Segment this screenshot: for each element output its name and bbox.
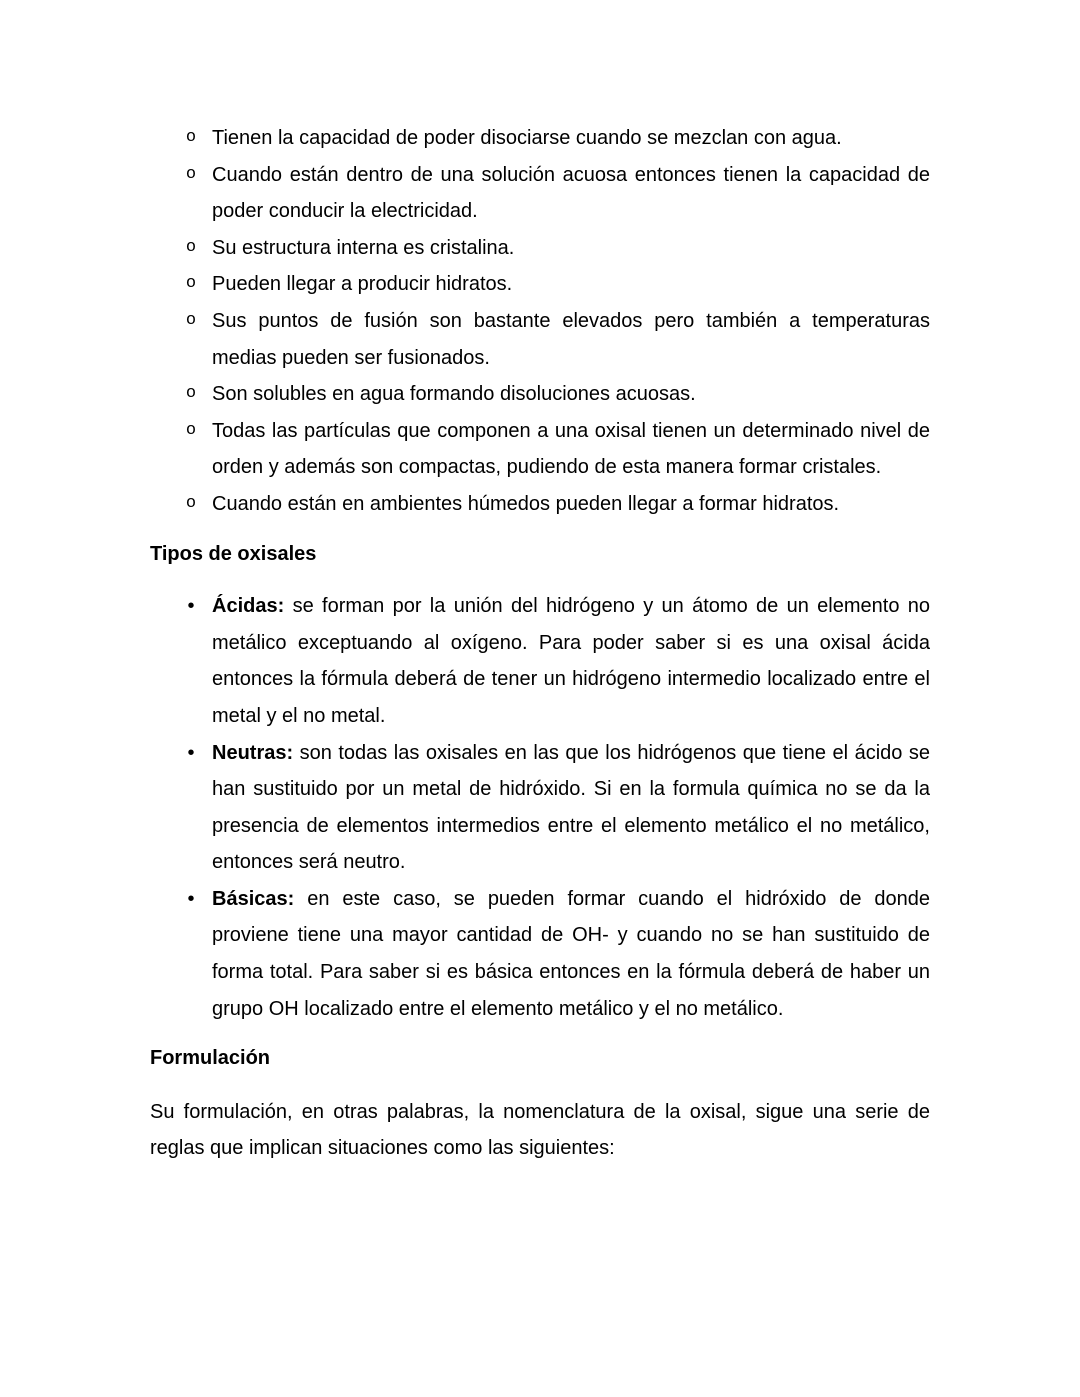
- formulation-paragraph: Su formulación, en otras palabras, la nomenclatura de la oxisal, sigue una serie de reglas que implican situaciones como las siguientes:: [150, 1100, 930, 1160]
- circle-bullet-icon: o: [185, 128, 197, 147]
- disc-bullet-icon: •: [187, 887, 195, 910]
- list-item: [150, 376, 930, 413]
- type-description: se forman por la unión del hidrógeno y un átomo de un elemento no metálico exceptuando al oxígeno. Para poder saber si es una oxisal ácida entonces la fórmula deberá de tener un hidrógeno intermedio localizado entre el metal y el no metal.: [212, 595, 931, 727]
- circle-bullet-icon: o: [185, 493, 197, 513]
- list-item-text: Son solubles en agua formando disoluciones acuosas.: [212, 383, 696, 406]
- list-item-text: Cuando están en ambientes húmedos pueden llegar a formar hidratos.: [212, 492, 840, 515]
- disc-bullet-icon: •: [187, 595, 195, 618]
- list-item-text: [212, 595, 930, 727]
- list-item: [150, 588, 930, 734]
- list-item: [150, 735, 930, 881]
- list-item-text: Sus puntos de fusión son bastante elevados pero también a temperaturas medias pueden ser fusionados.: [212, 309, 930, 369]
- list-item: [150, 881, 930, 1027]
- list-item: [150, 413, 930, 486]
- list-item-text: Su estructura interna es cristalina.: [212, 236, 515, 259]
- circle-bullet-icon: o: [185, 237, 197, 257]
- list-item: [150, 157, 930, 230]
- list-item-text: [212, 888, 930, 1020]
- type-term: Ácidas:: [212, 595, 285, 618]
- list-item: [150, 303, 930, 376]
- list-item: [150, 230, 930, 267]
- disc-bullet-icon: •: [187, 741, 195, 764]
- section-heading-tipos-de-oxisales: Tipos de oxisales: [150, 542, 317, 565]
- circle-bullet-icon: o: [185, 384, 197, 404]
- list-item: [150, 266, 930, 303]
- type-description: son todas las oxisales en las que los hidrógenos que tiene el ácido se han sustituido por un metal de hidróxido. Si en la formula química no se da la presencia de elementos intermedios entre el elemento metálico el no metálico, entonces será neutro.: [212, 741, 930, 874]
- section-heading-formulacion: Formulación: [150, 1047, 271, 1070]
- list-item: [150, 120, 930, 157]
- type-term: Básicas:: [212, 887, 295, 910]
- types-list: [150, 588, 930, 1027]
- list-item-text: Cuando están dentro de una solución acuosa entonces tienen la capacidad de poder conducir la electricidad.: [212, 163, 930, 223]
- circle-bullet-icon: o: [185, 310, 197, 330]
- list-item-text: Pueden llegar a producir hidratos.: [212, 273, 513, 296]
- circle-bullet-icon: o: [185, 420, 197, 440]
- type-description: en este caso, se pueden formar cuando el hidróxido de donde proviene tiene una mayor cantidad de OH- y cuando no se han sustituido de forma total. Para saber si es básica entonces en la fórmula deberá de haber un grupo OH localizado entre el elemento metálico y el no metálico.: [212, 887, 930, 1020]
- list-item-text: Tienen la capacidad de poder disociarse cuando se mezclan con agua.: [212, 127, 842, 149]
- list-item-text: Todas las partículas que componen a una oxisal tienen un determinado nivel de orden y además son compactas, pudiendo de esta manera formar cristales.: [212, 419, 930, 479]
- type-term: Neutras:: [212, 741, 294, 764]
- properties-list: [150, 120, 930, 523]
- circle-bullet-icon: o: [185, 164, 197, 184]
- circle-bullet-icon: o: [185, 274, 197, 294]
- list-item-text: [212, 742, 930, 874]
- list-item: [150, 486, 930, 523]
